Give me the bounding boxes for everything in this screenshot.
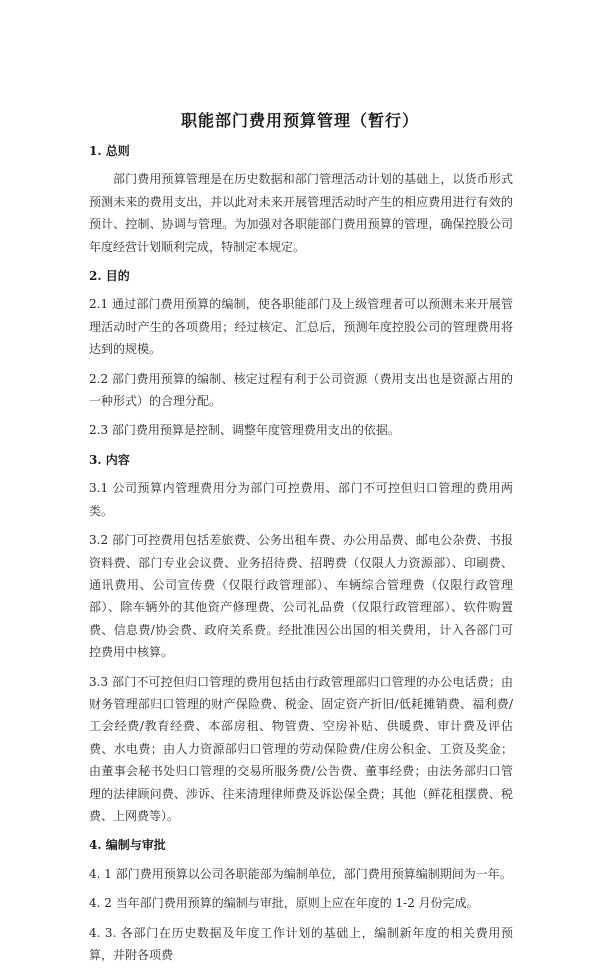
paragraph: 2.2 部门费用预算的编制、核定过程有利于公司资源（费用支出也是资源占用的一种形式）的合理分配。 [89,371,513,409]
section-heading-purpose: 2. 目的 [89,269,130,284]
paragraph: 2.1 通过部门费用预算的编制，使各职能部门及上级管理者可以预测未来开展管理活动时产生的各项费用；经过核定、汇总后，预测年度控股公司的管理费用将达到的规模。 [89,297,513,357]
paragraph: 3.3 部门不可控但归口管理的费用包括由行政管理部归口管理的办公电话费；由财务管理部归口管理的财产保险费、税金、固定资产折旧/低耗摊销费、福利费/工会经费/教育经费、本部房租、物管费、空房补贴、供暖费、审计费及评估费、水电费；由人力资源部归口管理的劳动保险费/住房公积金、工资及奖金；由董事会秘书处归口管理的交易所服务费/公告费、董事经费；由法务部归口管理的法律顾问费、涉诉、往来清理律师费及诉讼保全费；其他（鲜花租摆费、税费、上网费等）。 [89,674,513,823]
section-heading-preparation-approval: 4. 编制与审批 [89,838,166,853]
paragraph: 4. 2 当年部门费用预算的编制与审批，原则上应在年度的 1-2 月份完成。 [89,896,479,911]
section-heading-general: 1. 总则 [89,144,130,158]
paragraph: 2.3 部门费用预算是控制、调整年度管理费用支出的依据。 [89,423,400,438]
paragraph: 4. 3. 各部门在历史数据及年度工作计划的基础上，编制新年度的相关费用预算，并附各项费 [89,925,513,962]
document-body [89,140,513,973]
section-heading-content: 3. 内容 [89,452,130,467]
paragraph: 部门费用预算管理是在历史数据和部门管理活动计划的基础上，以货币形式预测未来的费用支出，并以此对未来开展管理活动时产生的相应费用进行有效的预计、控制、协调与管理。为加强对各职能部门费用预算的管理，确保控股公司年度经营计划顺利完成，特制定本规定。 [89,172,513,254]
paragraph: 3.2 部门可控费用包括差旅费、公务出租车费、办公用品费、邮电公杂费、书报资料费、部门专业会议费、业务招待费、招聘费（仅限人力资源部）、印刷费、通讯费用、公司宣传费（仅限行政管理部）、车辆综合管理费（仅限行政管理部）、除车辆外的其他资产修理费、公司礼品费（仅限行政管理部）、软件购置费、信息费/协会费、政府关系费。经批准因公出国的相关费用，计入各部门可控费用中核算。 [89,533,513,660]
paragraph: 3.1 公司预算内管理费用分为部门可控费用、部门不可控但归口管理的费用两类。 [89,481,513,518]
paragraph: 4. 1 部门费用预算以公司各职能部为编制单位，部门费用预算编制期间为一年。 [89,866,512,881]
document-title: 职能部门费用预算管理（暂行） [180,111,419,130]
